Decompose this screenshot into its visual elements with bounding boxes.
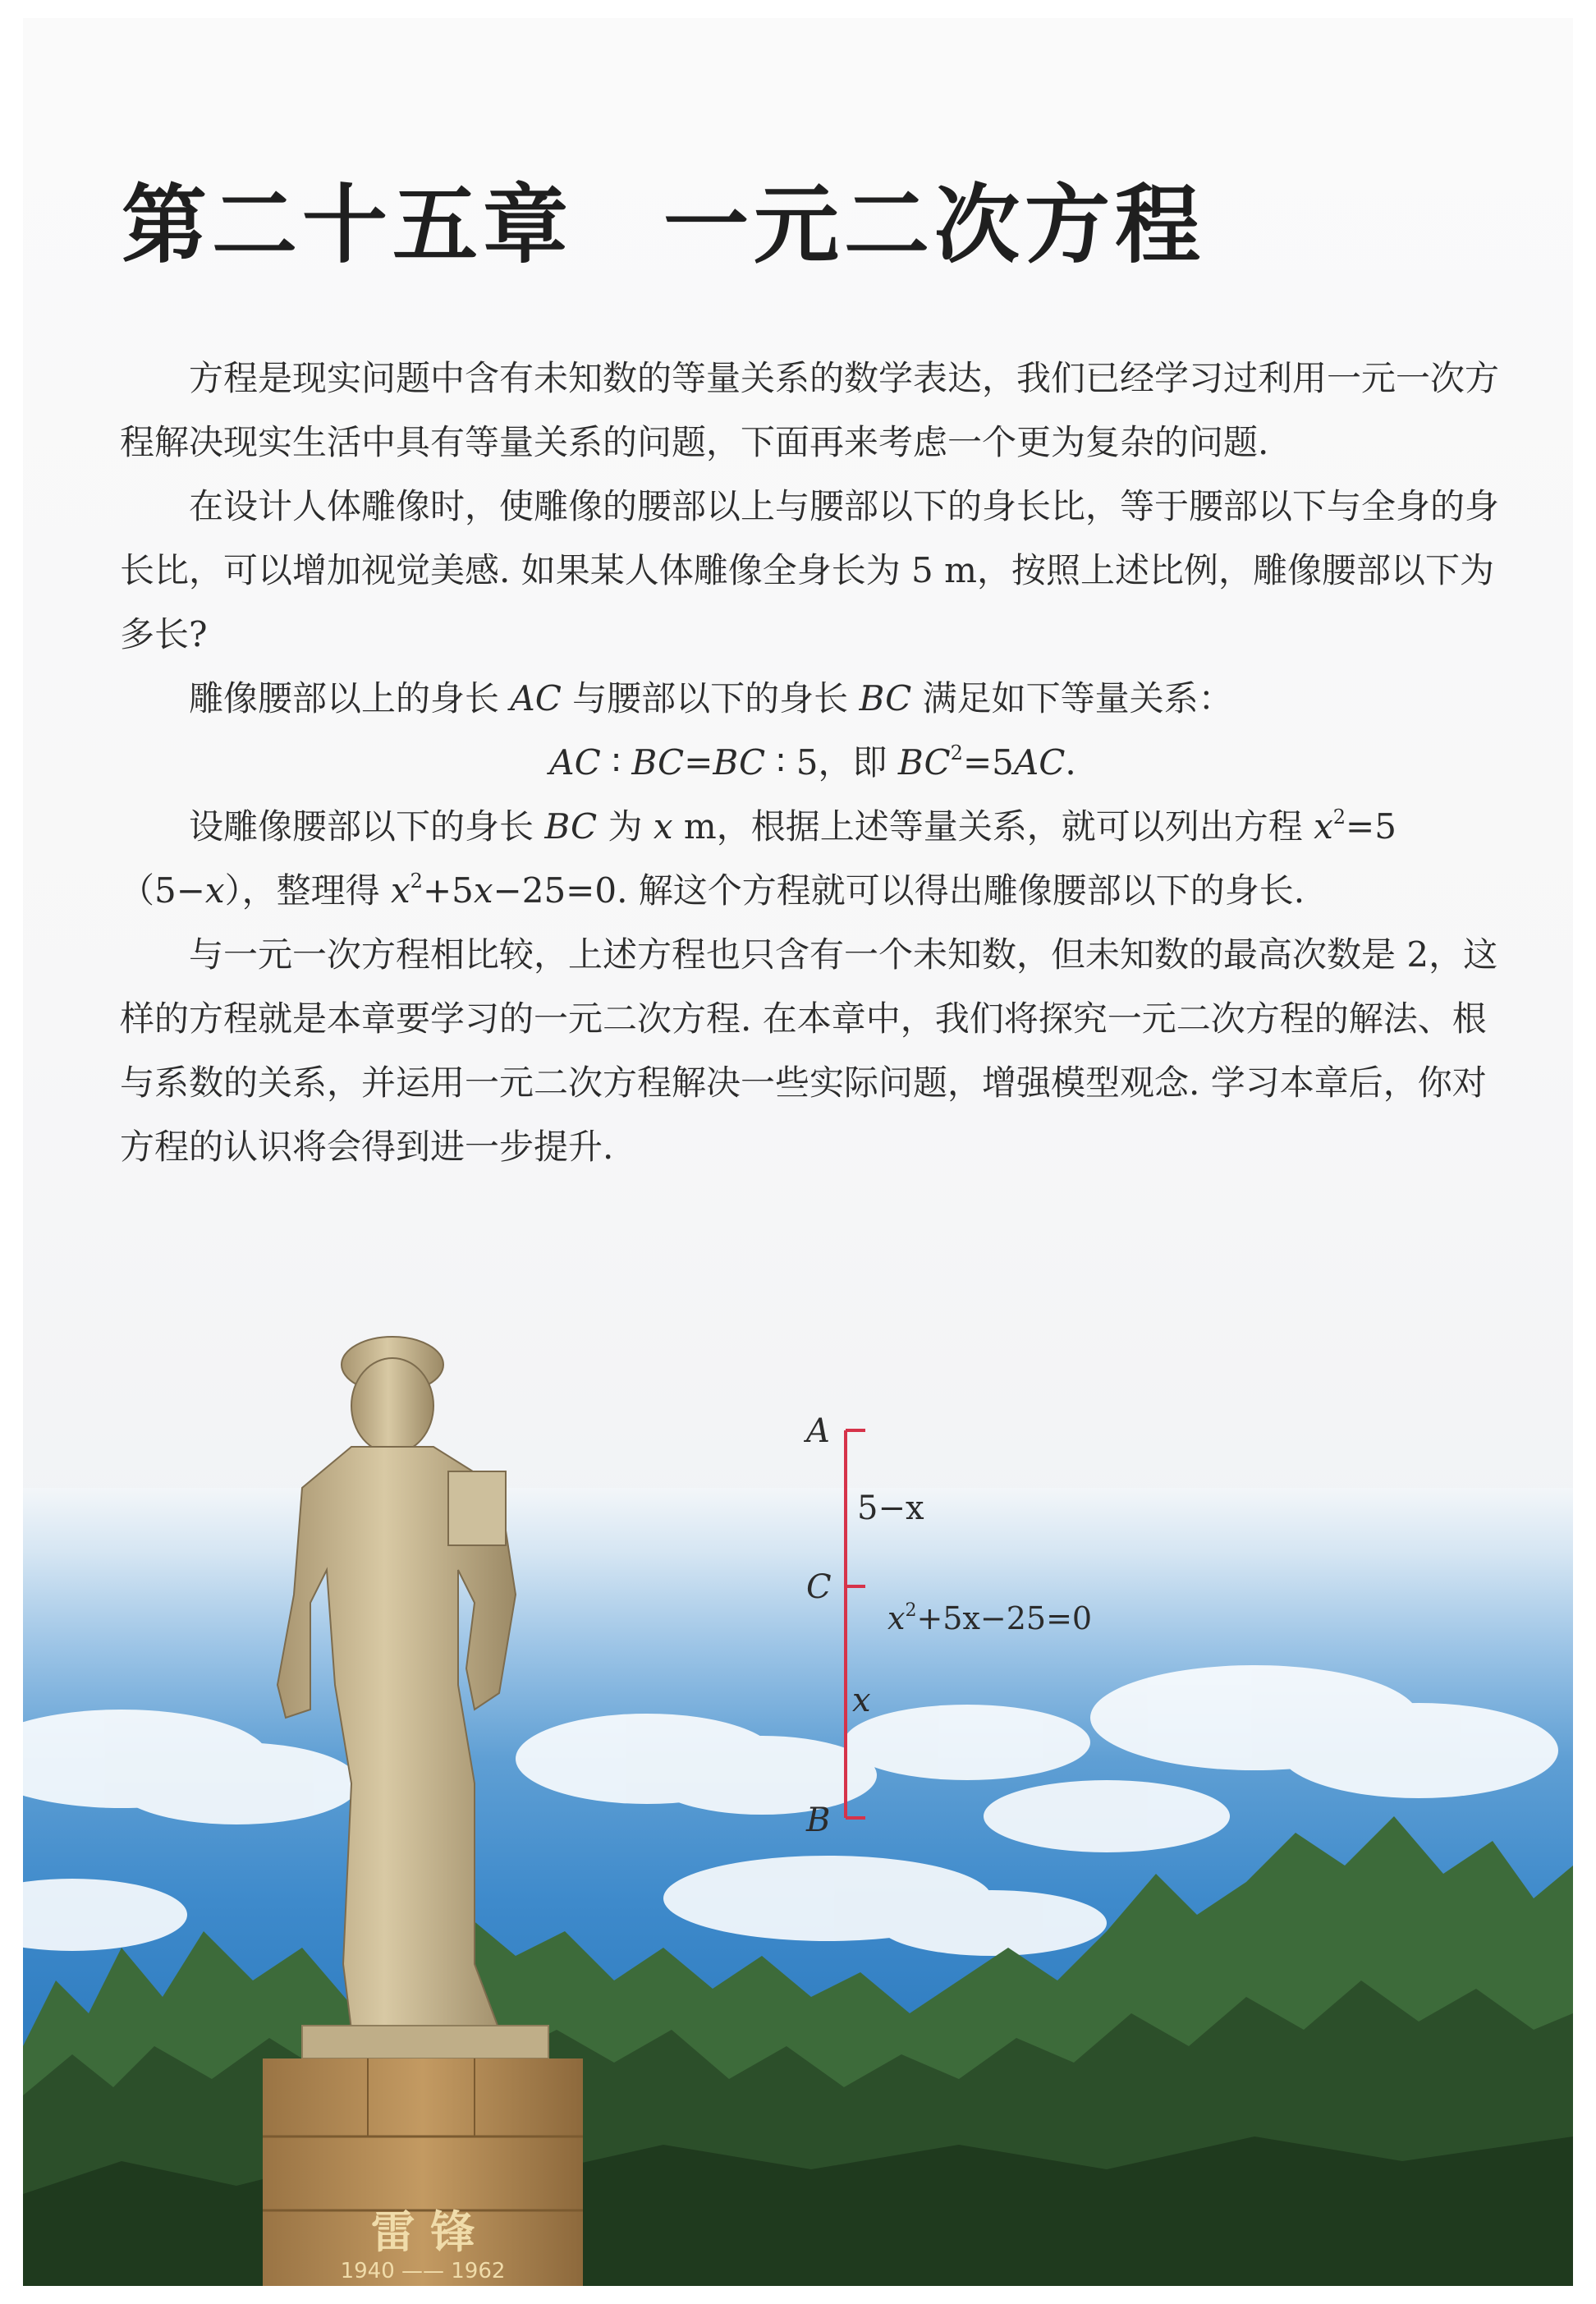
point-c-label: C bbox=[806, 1568, 832, 1606]
statue-monument bbox=[228, 1324, 639, 2286]
text-run: ∶ bbox=[600, 742, 632, 783]
exponent: 2 bbox=[410, 870, 423, 893]
variable: AC bbox=[1013, 742, 1066, 783]
text-run: . bbox=[1065, 742, 1076, 783]
point-b-label: B bbox=[806, 1801, 831, 1839]
variable: x bbox=[390, 870, 410, 911]
text-run: −25=0. 解这个方程就可以得出雕像腰部以下的身长. bbox=[493, 870, 1305, 911]
paragraph-intro: 方程是现实问题中含有未知数的等量关系的数学表达，我们已经学习过利用一元一次方程解决现实生活中具有等量关系的问题，下面再来考虑一个更为复杂的问题. bbox=[120, 358, 1500, 462]
paragraph-statue-problem: 在设计人体雕像时，使雕像的腰部以上与腰部以下的身长比，等于腰部以下与全身的身长比，可以增加视觉美感. 如果某人体雕像全身长为 5 m，按照上述比例，雕像腰部以下为多长? bbox=[120, 486, 1500, 654]
text-run: m，根据上述等量关系，就可以列出方程 bbox=[672, 806, 1314, 847]
variable: BC bbox=[713, 742, 766, 783]
textbook-page bbox=[23, 18, 1573, 2286]
variable: x bbox=[653, 806, 673, 847]
variable: x bbox=[1314, 806, 1333, 847]
ratio-equation bbox=[120, 731, 1506, 795]
variable: BC bbox=[897, 742, 951, 783]
diagram-equation bbox=[887, 1600, 1092, 1636]
text-run: 满足如下等量关系： bbox=[911, 678, 1233, 718]
segment-diagram bbox=[762, 1381, 1148, 1866]
lower-segment-label: x bbox=[852, 1682, 871, 1719]
equation-exponent: 2 bbox=[905, 1600, 917, 1621]
chapter-title: 第二十五章 一元二次方程 bbox=[122, 175, 1206, 275]
text-run: +5 bbox=[422, 870, 474, 911]
text-run: 设雕像腰部以下的身长 bbox=[189, 806, 545, 847]
text-run: =5 bbox=[962, 742, 1014, 783]
monument-name: 雷 锋 bbox=[370, 2206, 475, 2258]
text-run: = bbox=[684, 742, 713, 783]
text-run: ∶ 5，即 bbox=[765, 742, 898, 783]
variable: BC bbox=[859, 678, 912, 718]
variable: AC bbox=[549, 742, 601, 783]
text-run: 雕像腰部以上的身长 bbox=[189, 678, 511, 718]
exponent: 2 bbox=[1332, 805, 1346, 828]
equation-variable: x bbox=[887, 1600, 906, 1636]
text-run: =5（5− bbox=[120, 806, 1396, 911]
text-run: ），整理得 bbox=[224, 870, 391, 911]
exponent: 2 bbox=[950, 741, 963, 764]
paragraph-setup-equation bbox=[120, 795, 1506, 923]
variable: x bbox=[204, 870, 225, 911]
paragraph-chapter-overview: 与一元一次方程相比较，上述方程也只含有一个未知数，但未知数的最高次数是 2，这样的方程就是本章要学习的一元二次方程. 在本章中，我们将探究一元二次方程的解法、根与系数的关系，并运用一元二次方程解决一些实际问题，增强模型观念. 学习本章后，你对方程的认识将会得到进一步提升. bbox=[120, 934, 1498, 1167]
variable: BC bbox=[544, 806, 598, 847]
body-text bbox=[120, 347, 1506, 1179]
monument-years: 1940 —— 1962 bbox=[340, 2259, 506, 2283]
bracket bbox=[846, 1430, 865, 1818]
text-run: 与腰部以下的身长 bbox=[561, 678, 860, 718]
equation-rest: +5x−25=0 bbox=[916, 1600, 1093, 1636]
variable: BC bbox=[631, 742, 685, 783]
upper-segment-label: 5−x bbox=[857, 1489, 924, 1527]
variable: AC bbox=[510, 678, 562, 718]
text-run: 为 bbox=[597, 806, 654, 847]
statue-figure bbox=[277, 1337, 516, 2030]
variable: x bbox=[473, 870, 493, 911]
paragraph-relation bbox=[120, 667, 1506, 731]
point-a-label: A bbox=[806, 1412, 830, 1450]
statue-base bbox=[302, 2026, 548, 2058]
